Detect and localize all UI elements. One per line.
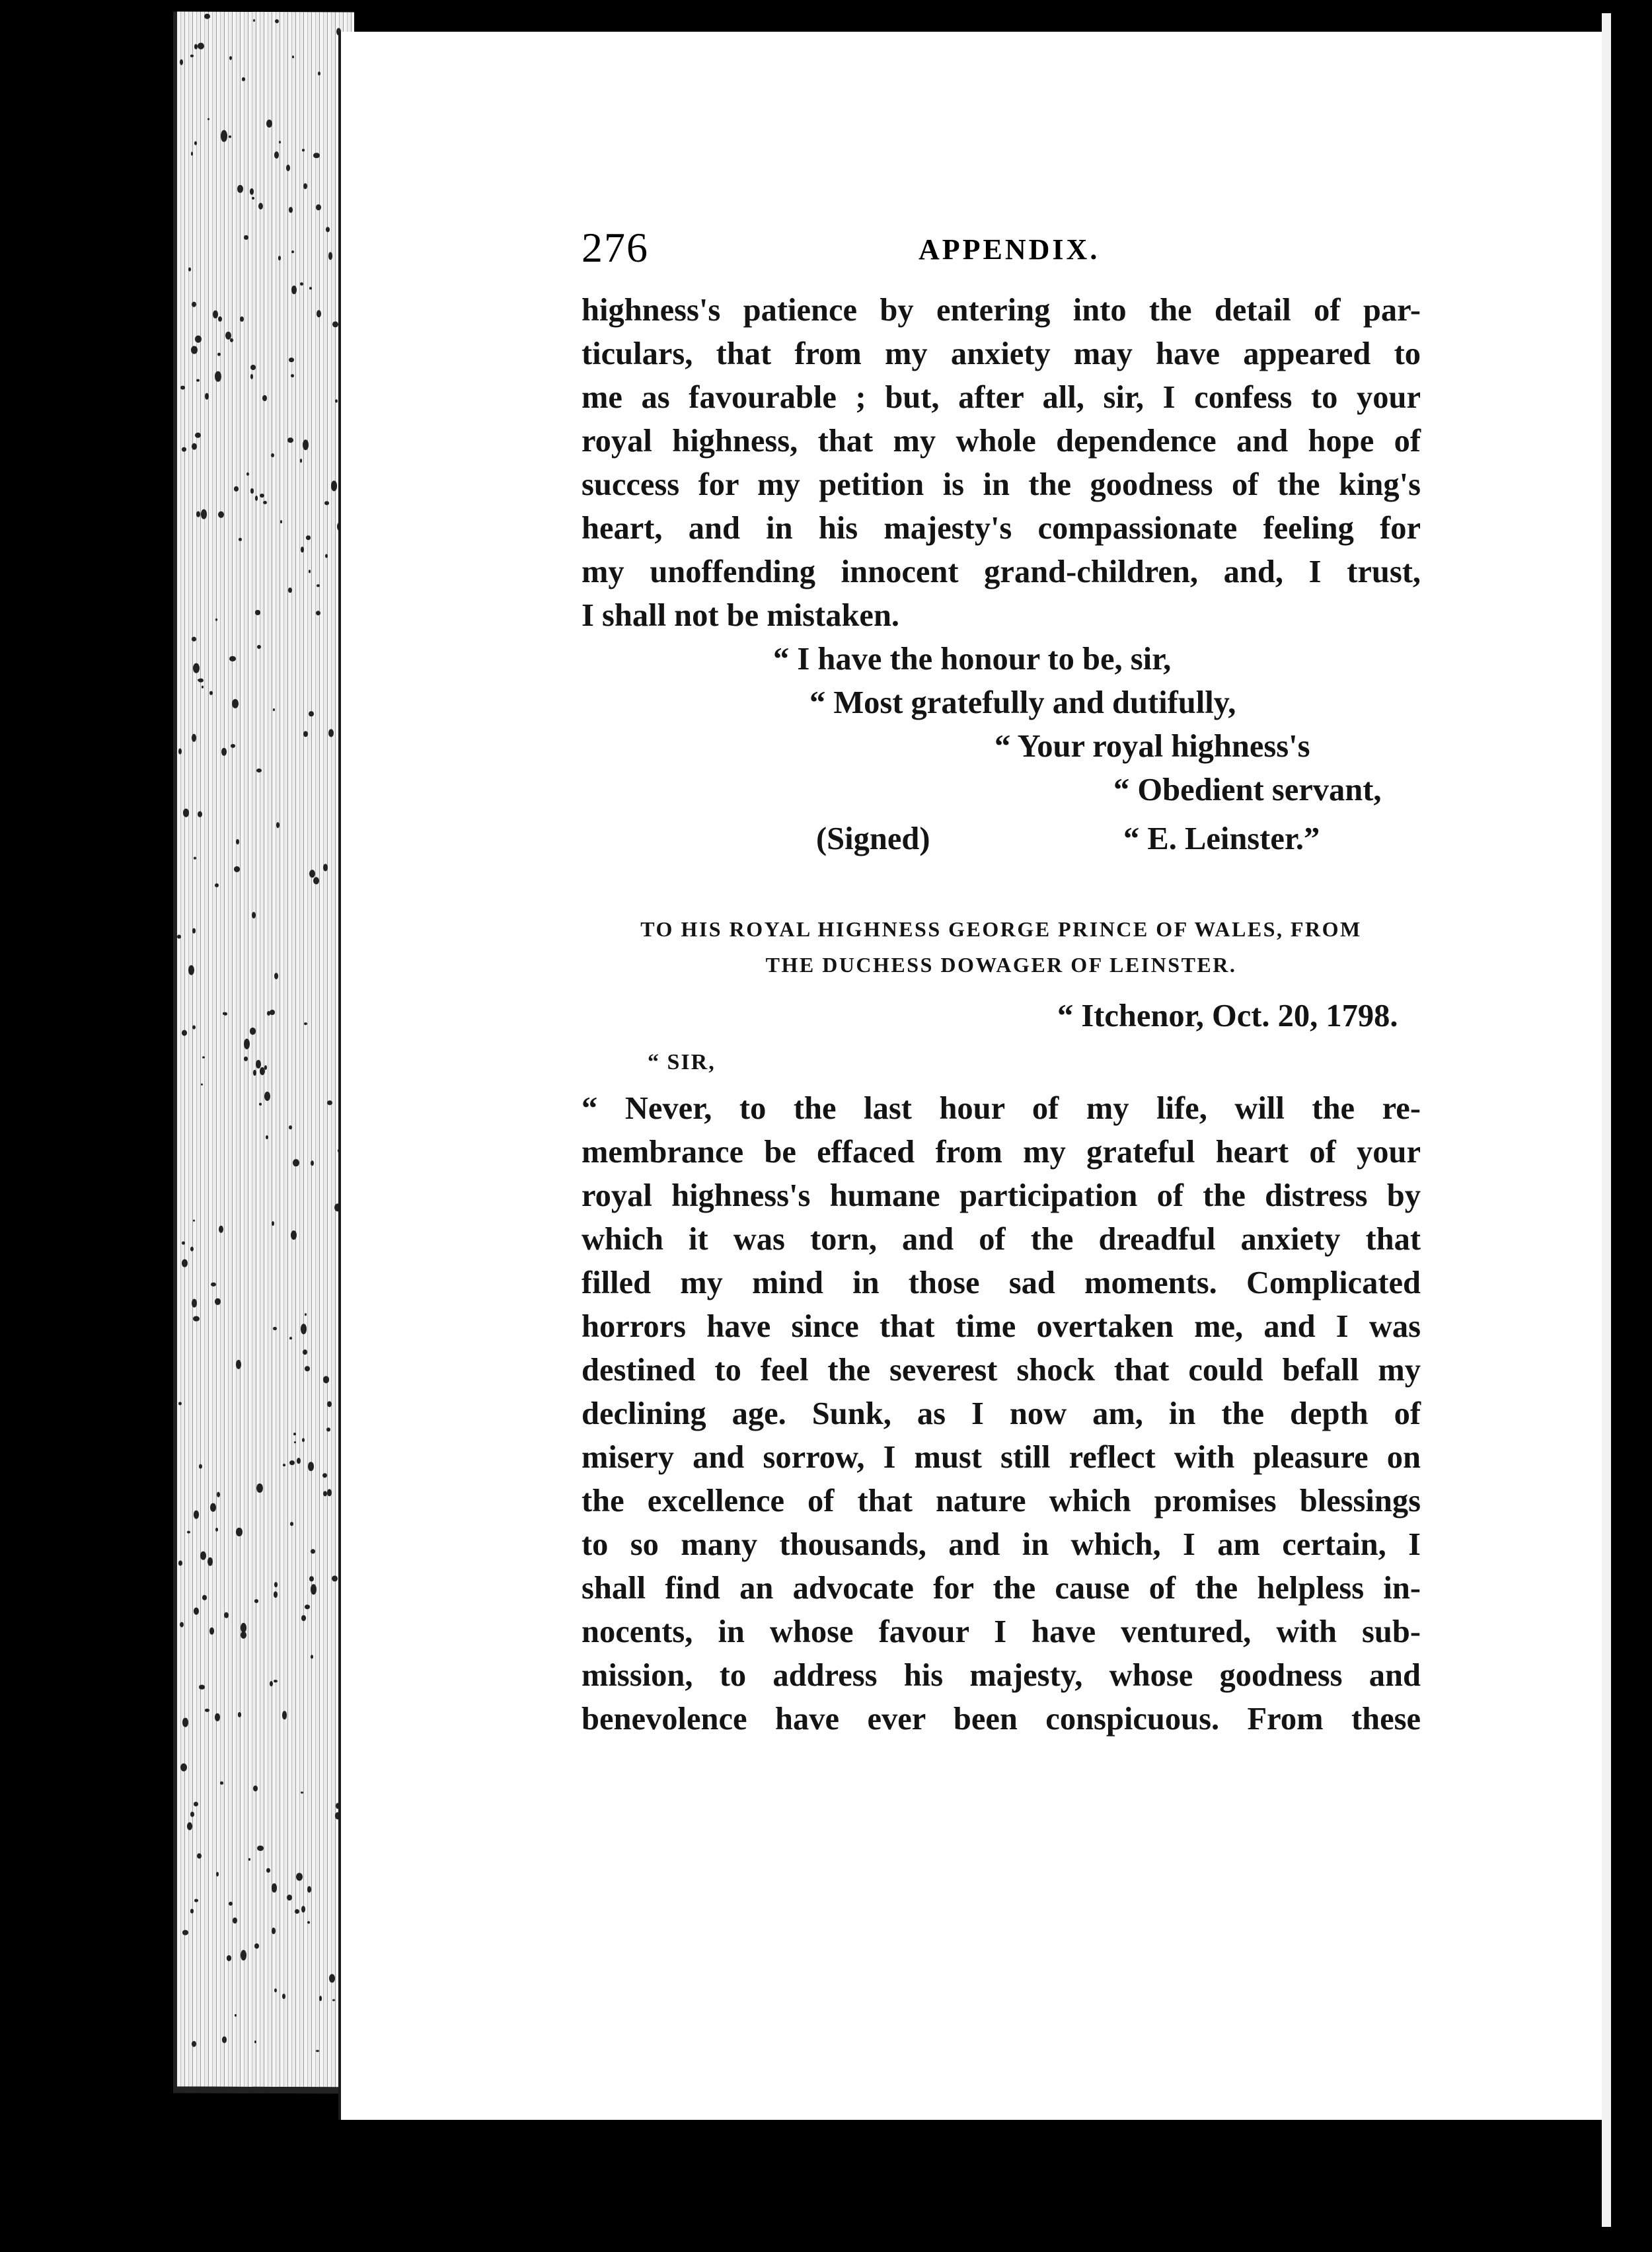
scan-speck (193, 663, 200, 673)
text-line: “ Never, to the last hour of my life, will the re- (582, 1091, 1421, 1126)
scan-speck (218, 511, 224, 518)
scan-speck (192, 301, 196, 307)
scan-speck (187, 1822, 192, 1830)
scan-speck (190, 1812, 194, 1817)
scan-speck (194, 1801, 198, 1806)
signed-label: (Signed) (816, 821, 930, 856)
scan-speck (234, 866, 240, 872)
scan-speck (217, 1491, 220, 1497)
scan-speck (291, 374, 294, 377)
scan-speck (241, 1623, 246, 1633)
scan-speck (301, 1906, 305, 1912)
scan-speck (215, 618, 217, 620)
scan-speck (178, 1402, 182, 1406)
text-line: membrance be effaced from my grateful heart of your (582, 1135, 1421, 1170)
scan-speck (180, 59, 183, 65)
scan-speck (177, 934, 181, 938)
scan-speck (253, 19, 255, 22)
scan-speck (191, 346, 197, 354)
scan-speck (324, 501, 329, 505)
scan-speck (272, 1928, 276, 1934)
scan-speck (282, 1994, 285, 2000)
scan-speck (256, 1483, 263, 1493)
scan-speck (194, 141, 197, 145)
scan-speck (244, 1039, 250, 1049)
scan-speck (270, 1010, 275, 1015)
scan-speck (289, 357, 294, 362)
scan-speck (329, 1974, 335, 1982)
scan-speck (202, 686, 204, 688)
scan-speck (213, 310, 218, 319)
scan-speck (180, 386, 186, 390)
scan-speck (291, 1231, 297, 1240)
scan-speck (286, 165, 290, 172)
scan-speck (204, 13, 210, 19)
scan-speck (196, 379, 200, 382)
text-line: heart, and in his majesty's compassionate feeling for (582, 511, 1421, 546)
scan-speck (272, 1221, 274, 1226)
scan-speck (305, 1313, 307, 1316)
scan-speck (187, 1530, 190, 1533)
text-line: success for my petition is in the goodness of the king's (582, 467, 1421, 502)
scan-speck (196, 511, 200, 517)
scan-speck (221, 748, 227, 756)
scan-speck (302, 1438, 305, 1443)
scan-speck (274, 1582, 277, 1587)
scan-speck (302, 149, 305, 152)
scan-speck (289, 1125, 292, 1129)
text-line: shall find an advocate for the cause of the helpless in- (582, 1571, 1421, 1606)
scan-speck (230, 338, 233, 342)
scan-speck (309, 1576, 314, 1581)
scan-speck (326, 1427, 330, 1431)
scan-speck (273, 708, 275, 711)
scan-speck (309, 870, 315, 878)
scan-speck (316, 2050, 319, 2052)
scan-speck (266, 1135, 268, 1139)
dateline: “ Itchenor, Oct. 20, 1798. (1057, 998, 1398, 1033)
text-line: benevolence have ever been conspicuous. From these (582, 1702, 1421, 1737)
scan-speck (331, 481, 338, 492)
scan-speck (182, 1030, 187, 1035)
scan-speck (194, 1608, 199, 1615)
text-line: highness's patience by entering into the detail of par- (582, 293, 1421, 328)
scan-speck (192, 734, 196, 742)
scan-speck (202, 1056, 204, 1059)
text-line: to so many thousands, and in which, I am certain, I (582, 1527, 1421, 1562)
scan-speck (255, 496, 258, 501)
scan-speck (215, 1528, 218, 1532)
scan-speck (211, 1282, 216, 1286)
text-line: royal highness's humane participation of the distress by (582, 1178, 1421, 1213)
text-line: I shall not be mistaken. (582, 598, 900, 633)
scan-speck (254, 1599, 258, 1603)
scan-speck (289, 207, 293, 213)
scan-speck (205, 1709, 209, 1712)
scan-speck (254, 1943, 258, 1949)
scan-speck (264, 1092, 270, 1101)
signature: “ E. Leinster.” (1123, 821, 1320, 856)
scan-speck (304, 1022, 307, 1025)
scan-speck (200, 1552, 206, 1560)
scan-speck (303, 440, 309, 451)
scan-speck (317, 311, 321, 318)
scan-speck (257, 1846, 264, 1852)
scan-speck (279, 141, 281, 143)
scan-speck (313, 877, 319, 884)
scan-speck (259, 1103, 261, 1106)
scan-speck (274, 1680, 278, 1683)
text-line: my unoffending innocent grand-children, and, I trust, (582, 554, 1421, 589)
scan-speck (301, 1615, 307, 1621)
scan-speck (218, 317, 222, 322)
scan-speck (221, 130, 227, 142)
text-line: misery and sorrow, I must still reflect with pleasure on (582, 1440, 1421, 1475)
scan-speck (318, 71, 320, 75)
scan-speck (236, 839, 239, 845)
scan-speck (313, 153, 320, 159)
scan-speck (229, 656, 236, 661)
text-line: which it was torn, and of the dreadful anxiety that (582, 1222, 1421, 1257)
scan-speck (220, 1782, 223, 1784)
scan-speck (192, 443, 198, 449)
closing-line: “ Most gratefully and dutifully, (809, 685, 1236, 720)
book-page-edges (173, 12, 354, 2094)
scan-speck (283, 1464, 285, 1466)
scan-speck (326, 227, 330, 232)
scan-speck (198, 678, 204, 682)
scan-speck (215, 371, 221, 382)
scan-speck (192, 1299, 197, 1308)
scan-speck (305, 1604, 310, 1609)
scan-speck (308, 1462, 314, 1470)
scan-speck (229, 1902, 233, 1906)
scan-speck (219, 1226, 223, 1233)
scan-speck (274, 151, 279, 159)
scan-speck (194, 857, 196, 860)
scan-speck (246, 472, 249, 476)
scan-speck (327, 1489, 332, 1496)
scan-speck (242, 77, 246, 81)
scan-speck (192, 1025, 196, 1029)
scan-speck (188, 965, 194, 975)
closing-line: “ I have the honour to be, sir, (773, 642, 1172, 677)
scan-speck (332, 321, 338, 327)
scan-speck (327, 1401, 332, 1408)
scan-speck (266, 120, 272, 128)
scan-speck (295, 1909, 299, 1914)
scan-speck (290, 1522, 293, 1526)
scan-speck (263, 501, 267, 504)
scan-speck (301, 1791, 303, 1793)
scan-speck (300, 459, 303, 463)
scan-speck (239, 538, 242, 541)
scan-speck (235, 2014, 237, 2017)
scan-speck (250, 488, 253, 493)
scan-speck (216, 1871, 219, 1877)
scan-speck (287, 1895, 293, 1900)
scan-speck (271, 453, 274, 457)
scan-speck (225, 331, 231, 339)
scan-speck (293, 1159, 299, 1166)
page-header (582, 223, 1421, 276)
letter-heading: THE DUCHESS DOWAGER OF LEINSTER. (765, 953, 1237, 977)
scan-speck (257, 645, 261, 649)
scan-speck (270, 1681, 273, 1686)
scan-speck (236, 1360, 241, 1369)
scan-speck (274, 973, 278, 979)
scan-speck (253, 1785, 258, 1791)
scan-speck (233, 1918, 237, 1924)
scan-speck (256, 1060, 261, 1068)
text-line: me as favourable ; but, after all, sir, I confess to your (582, 380, 1421, 415)
scan-speck (190, 1909, 194, 1913)
scan-speck (323, 1376, 330, 1383)
scan-speck (237, 185, 243, 193)
scan-speck (273, 1327, 277, 1330)
scan-speck (192, 637, 196, 642)
scan-speck (323, 864, 327, 871)
scan-speck (291, 285, 297, 294)
text-line: destined to feel the severest shock that could befall my (582, 1353, 1421, 1388)
scan-speck (260, 494, 265, 498)
scan-speck (183, 808, 190, 817)
scan-speck (192, 928, 196, 934)
scan-speck (209, 691, 213, 694)
scan-speck (223, 1012, 225, 1015)
scan-speck (267, 1011, 270, 1016)
scan-speck (191, 152, 194, 156)
scan-speck (252, 912, 256, 919)
scan-speck (300, 282, 303, 285)
scan-speck (194, 44, 198, 49)
scan-speck (201, 509, 207, 519)
text-line: filled my mind in those sad moments. Complicated (582, 1265, 1421, 1300)
scan-speck (332, 1999, 335, 2002)
scan-speck (332, 1575, 338, 1581)
text-line: horrors have since that time overtaken me, and I was (582, 1309, 1421, 1344)
running-head: APPENDIX. (919, 233, 1100, 266)
scan-speck (195, 432, 201, 438)
scan-speck (193, 1219, 195, 1221)
scan-speck (240, 317, 244, 322)
scan-speck (215, 1713, 220, 1721)
scan-speck (241, 1949, 246, 1960)
salutation: “ SIR, (648, 1050, 716, 1074)
scan-speck (275, 19, 279, 23)
scan-speck (335, 400, 338, 403)
text-line: royal highness, that my whole dependence and hope of (582, 424, 1421, 459)
scan-speck (260, 1067, 265, 1075)
scan-speck (317, 584, 320, 587)
scan-speck (287, 437, 293, 443)
scan-speck (182, 1718, 188, 1727)
scan-speck (231, 744, 235, 748)
scan-speck (250, 188, 254, 195)
scan-speck (229, 135, 231, 138)
scan-speck (309, 287, 312, 289)
scan-speck (180, 1622, 184, 1628)
scan-speck (322, 1474, 327, 1478)
scan-speck (292, 56, 294, 58)
scan-speck (274, 1988, 277, 1992)
scan-speck (276, 822, 280, 828)
scan-speck (229, 56, 232, 60)
scan-speck (272, 1883, 278, 1893)
scan-speck (262, 395, 266, 401)
scan-speck (291, 250, 294, 253)
closing-line: “ Obedient servant, (1113, 772, 1382, 807)
scan-speck (201, 1083, 203, 1086)
scan-speck (294, 1441, 296, 1443)
scan-speck (198, 811, 202, 817)
scan-speck (210, 1503, 215, 1512)
scan-speck (256, 769, 262, 772)
scan-speck (224, 1612, 229, 1618)
scan-speck (296, 1873, 303, 1881)
scan-speck (248, 1858, 251, 1861)
scan-speck (309, 711, 314, 716)
scan-speck (241, 1632, 246, 1639)
scan-speck (255, 610, 261, 615)
scan-speck (178, 749, 182, 755)
scan-speck (202, 1595, 207, 1600)
scan-speck (215, 883, 219, 887)
scan-speck (301, 546, 304, 552)
scan-speck (193, 1316, 200, 1322)
text-line: mission, to address his majesty, whose goodness and (582, 1658, 1421, 1693)
scan-speck (311, 1585, 317, 1595)
scan-speck (311, 1160, 314, 1166)
scan-speck (194, 1898, 198, 1902)
scan-speck (328, 729, 334, 737)
scan-speck (199, 1684, 204, 1690)
scan-speck (234, 486, 239, 491)
text-line: declining age. Sunk, as I now am, in the depth of (582, 1396, 1421, 1431)
scan-speck (297, 1458, 301, 1464)
letter-heading: TO HIS ROYAL HIGHNESS GEORGE PRINCE OF WALES, FROM (640, 917, 1362, 941)
scan-speck (309, 570, 311, 573)
scan-speck (182, 447, 186, 452)
scan-speck (250, 1028, 256, 1035)
scan-speck (254, 2041, 256, 2043)
scan-speck (303, 183, 307, 189)
scan-speck (252, 197, 254, 200)
scan-speck (209, 1628, 214, 1635)
scan-speck (215, 1298, 220, 1305)
scan-speck (190, 1247, 194, 1252)
scan-speck (182, 1259, 188, 1267)
text-line: ticulars, that from my anxiety may have appeared to (582, 336, 1421, 371)
scan-speck (217, 352, 221, 356)
scan-speck (250, 374, 254, 380)
scan-speck (250, 365, 255, 370)
scan-speck (244, 235, 248, 240)
text-line: nocents, in whose favour I have ventured, with sub- (582, 1614, 1421, 1649)
scan-speck (303, 1349, 307, 1355)
scan-speck (327, 1100, 332, 1105)
scan-speck (288, 587, 292, 593)
facing-page-edge (1602, 13, 1652, 2227)
scan-speck (180, 1763, 187, 1771)
scan-speck (192, 2041, 196, 2046)
scan-speck (307, 1921, 310, 1924)
scan-speck (289, 1337, 291, 1339)
scan-speck (197, 1853, 202, 1858)
scan-speck (178, 1561, 182, 1566)
scan-speck (253, 1070, 256, 1075)
scan-speck (305, 1366, 309, 1371)
page-number: 276 (582, 224, 649, 271)
scan-speck (198, 43, 204, 50)
scan-speck (311, 1655, 313, 1659)
scan-speck (274, 1591, 278, 1598)
scan-speck (222, 2037, 226, 2043)
scan-speck (190, 55, 193, 57)
scan-speck (194, 1511, 200, 1519)
scan-speck (236, 1528, 242, 1537)
scan-speck (207, 1558, 213, 1566)
scan-speck (282, 1711, 287, 1719)
scan-speck (316, 611, 320, 615)
scan-speck (266, 1868, 270, 1873)
scan-speck (238, 1712, 242, 1717)
scan-speck (188, 268, 192, 272)
scan-speck (293, 1433, 295, 1435)
scan-speck (319, 1996, 322, 2001)
scan-speck (182, 1242, 184, 1245)
scan-speck (244, 1057, 248, 1061)
scan-speck (316, 205, 320, 211)
scan-speck (325, 554, 328, 558)
scan-speck (278, 256, 282, 260)
scan-speck (306, 535, 310, 540)
scan-speck (280, 520, 282, 523)
scan-speck (199, 1464, 202, 1468)
scan-speck (227, 1955, 231, 1961)
scan-speck (207, 118, 210, 120)
scan-speck (303, 731, 308, 737)
scan-speck (301, 1324, 307, 1334)
scan-speck (307, 1886, 311, 1893)
text-line: the excellence of that nature which promises blessings (582, 1483, 1421, 1519)
scan-speck (182, 1930, 188, 1935)
scan-speck (232, 699, 239, 708)
scan-speck (328, 252, 332, 260)
scan-speck (311, 1549, 315, 1554)
closing-line: “ Your royal highness's (995, 729, 1310, 764)
scan-speck (205, 393, 209, 400)
scan-speck (195, 336, 202, 343)
scan-speck (258, 203, 263, 209)
scan-speck (289, 1460, 294, 1465)
